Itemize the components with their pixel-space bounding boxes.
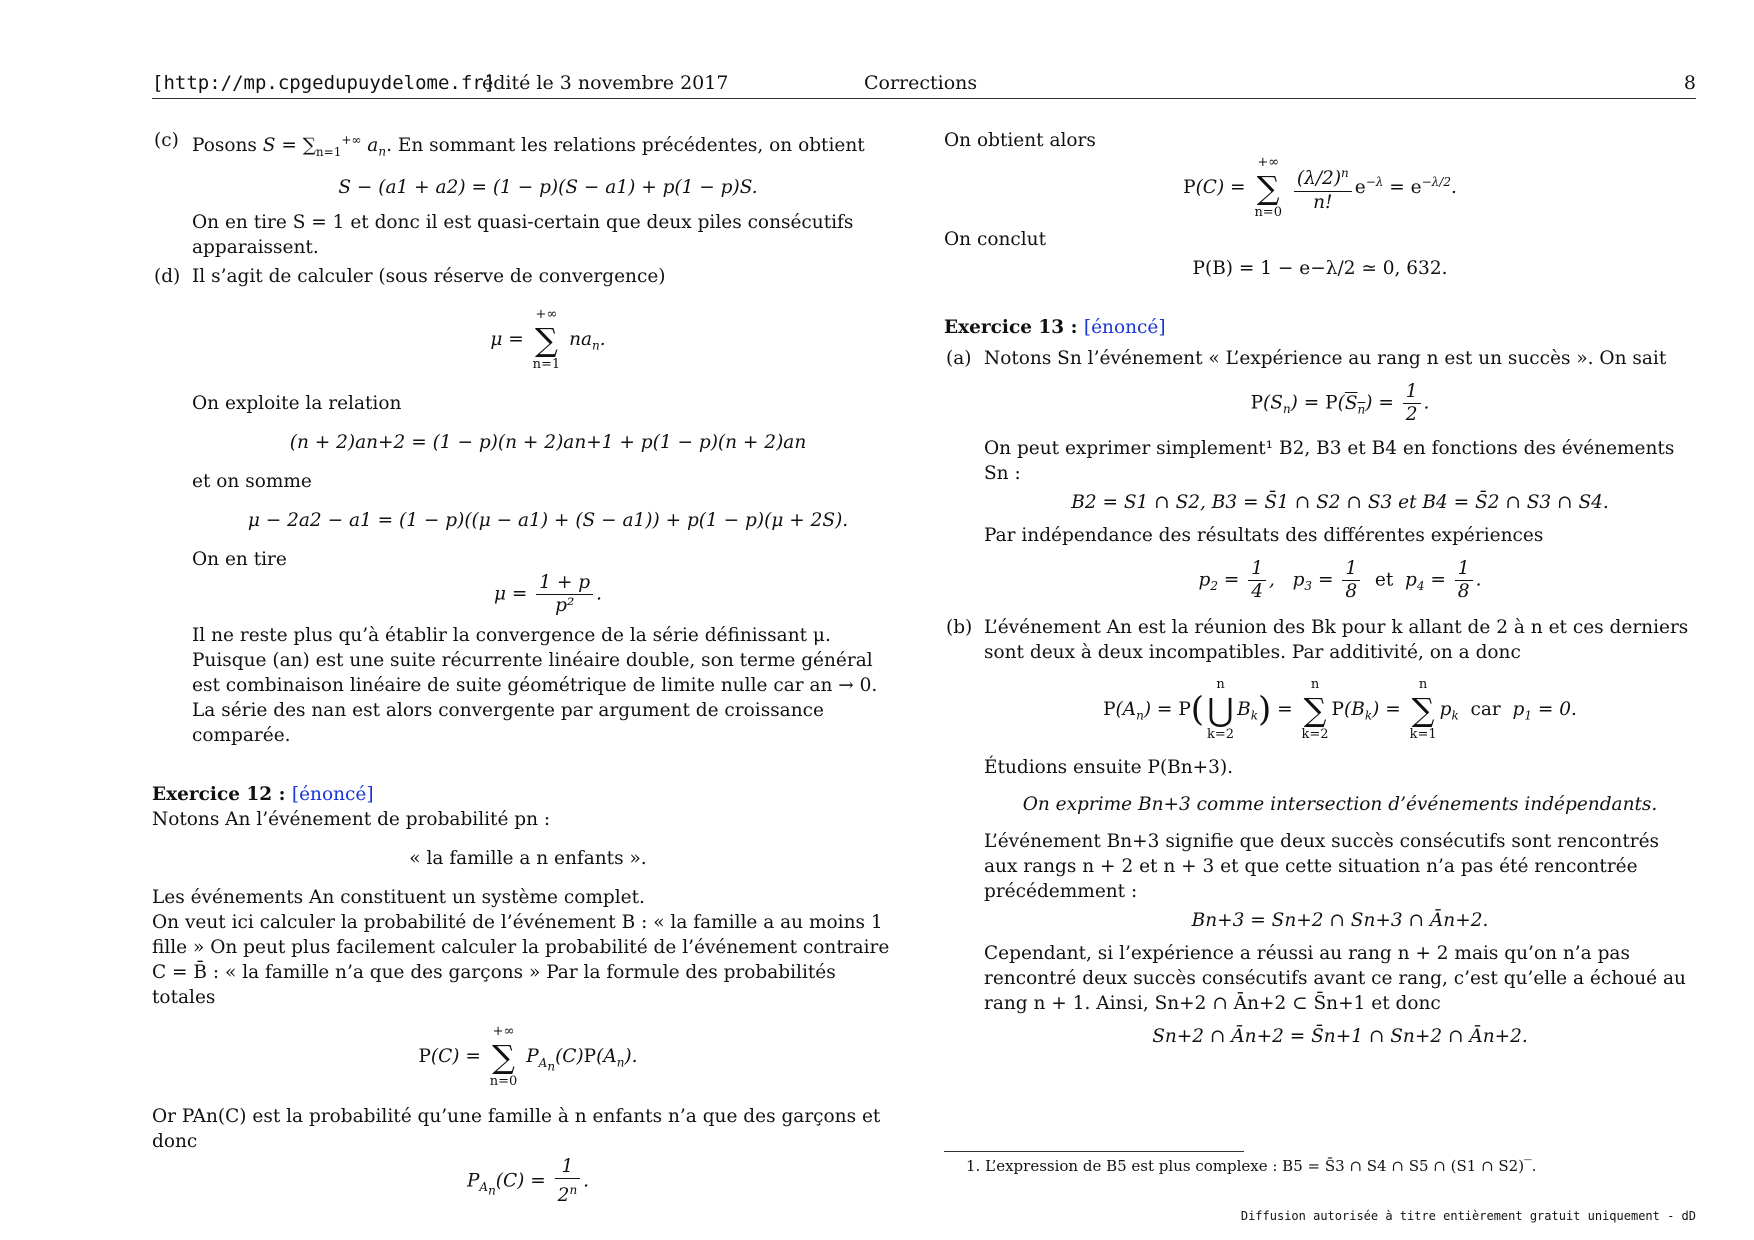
ex12-equation-1: « la famille a n enfants ».: [409, 847, 647, 869]
a-text-2: On peut exprimer simplement¹ B2, B3 et B4 en fonctions des événements Sn :: [984, 438, 1675, 484]
d-text-4: On en tire: [192, 548, 287, 570]
d-equation-2: (n + 2)an+2 = (1 − p)(n + 2)an+1 + p(1 − p)(n + 2)an: [289, 431, 807, 453]
exercise-12-link[interactable]: [énoncé]: [291, 783, 374, 805]
item-c-label: (c): [154, 130, 179, 151]
c-equation: S − (a1 + a2) = (1 − p)(S − a1) + p(1 − p)S.: [338, 176, 758, 198]
d-text-2: On exploite la relation: [192, 392, 402, 414]
d-text-3: et on somme: [192, 470, 312, 492]
b-equation-1: $P(A_n) = P$( n ⋃ k=2 $B_k$) = n ∑ k=2 $P(B_k)$ = n ∑ k=1 $p_k$ car $p_1 = 0$.: [1103, 677, 1577, 742]
header-section: Corrections: [864, 72, 978, 94]
footnote-rule: [944, 1151, 1244, 1152]
d-equation-3: μ − 2a2 − a1 = (1 − p)((μ − a1) + (S − a1)) + p(1 − p)(μ + 2S).: [247, 509, 849, 531]
ex12-text-2: Les événements An constituent un système complet.: [152, 886, 645, 908]
page-header: [152, 70, 1696, 99]
right-text-2: On conclut: [944, 229, 1047, 250]
b-text-2: Étudions ensuite P(Bn+3).: [984, 757, 1234, 778]
b-text-3: L’événement Bn+3 signifie que deux succès consécutifs sont rencontrés aux rangs n + 2 et n + 3 et que cette situation n’a pas été rencontrée précédemment :: [984, 831, 1660, 902]
ex12-equation-3: $P_{A_n}(C)$ = $\frac{1}{2^n}$ .: [466, 1155, 590, 1206]
a-equation-3: $p_2$ = $\frac{1}{4}$ , $p_3$ = $\frac{1}{8}$ et $p_4$ = $\frac{1}{8}$ .: [1198, 558, 1482, 602]
d-text-1: Il s’agit de calculer (sous réserve de convergence): [192, 265, 666, 287]
b-italic-statement: On exprime Bn+3 comme intersection d’événements indépendants.: [1022, 794, 1658, 815]
item-a: [944, 346, 1696, 603]
right-text-1: On obtient alors: [944, 130, 1096, 151]
page-footer: Diffusion autorisée à titre entièrement gratuit uniquement - dD: [1240, 1209, 1696, 1223]
footnote: 1. L’expression de B5 est plus complexe : B5 = S̄3 ∩ S4 ∩ S5 ∩ (S1 ∩ S2)‾.: [966, 1157, 1537, 1175]
item-d-label: (d): [154, 265, 181, 287]
a-equation-2: B2 = S1 ∩ S2, B3 = S̄1 ∩ S2 ∩ S3 et B4 = S̄2 ∩ S3 ∩ S4.: [1071, 492, 1609, 513]
b-text-4: Cependant, si l’expérience a réussi au rang n + 2 mais qu’on n’a pas rencontré deux succès consécutifs avant ce rang, c’est qu’elle a échoué au rang n + 1. Ainsi, Sn+2 ∩ Ān+2 ⊂ S̄n+1 et donc: [984, 943, 1686, 1014]
d-equation-4: μ = $\frac{1 + p}{\text{p²}}$ .: [493, 571, 603, 616]
b-text-1: L’événement An est la réunion des Bk pour k allant de 2 à n et ces derniers sont deux à deux incompatibles. Par additivité, on a donc: [984, 617, 1689, 663]
header-url[interactable]: [http://mp.cpgedupuydelome.fr]: [152, 72, 496, 94]
item-b-label: (b): [946, 617, 973, 638]
ex12-text-1: Notons An l’événement de probabilité pn :: [152, 808, 551, 830]
exercise-12-heading: Exercice 12 : [énoncé]: [152, 783, 374, 805]
exercise-13-heading: Exercice 13 : [énoncé]: [944, 317, 1166, 338]
item-c: (c) Posons $S = \sum_{n=1}^{+\infty}$ $a_n$. En sommant les relations précédentes, on obtient S − (a1 + a2) = (1 − p)(S − a1) + p(1 − p)S. On en tire S = 1 et donc il est quasi-certain que deux piles consécutifs apparaissent.: [152, 128, 904, 260]
b-equation-4: Sn+2 ∩ Ān+2 = S̄n+1 ∩ Sn+2 ∩ Ān+2.: [1152, 1026, 1528, 1047]
right-equation-2: P(B) = 1 − e−λ/2 ≃ 0, 632.: [1192, 258, 1448, 279]
a-equation-1: $P(S_n) = P(S_n)$ = $\frac{1}{2}$ .: [1250, 381, 1430, 425]
item-d: [152, 264, 904, 748]
exercise-13-link[interactable]: [énoncé]: [1083, 317, 1166, 338]
c-text-1b: . En sommant les relations précédentes, on obtient: [386, 135, 865, 157]
ex12-text-3: On veut ici calculer la probabilité de l’événement B : « la famille a au moins 1 fille » On peut plus facilement calculer la probabilité de l’événement contraire C = B̄ : « la famille n’a que des garçons » Par la formule des probabilités totales: [152, 911, 890, 1008]
a-text-1: Notons Sn l’événement « L’expérience au rang n est un succès ». On sait: [984, 348, 1667, 369]
item-b: [944, 615, 1696, 1049]
c-text-1a: Posons: [192, 135, 263, 157]
page-number: 8: [1683, 72, 1696, 94]
ex12-text-4: Or PAn(C) est la probabilité qu’une famille à n enfants n’a que des garçons et donc: [152, 1105, 881, 1152]
b-equation-3: Bn+3 = Sn+2 ∩ Sn+3 ∩ Ān+2.: [1191, 910, 1489, 931]
d-equation-1: μ = +∞ ∑ n=1 $na_n$.: [490, 306, 606, 372]
a-text-3: Par indépendance des résultats des différentes expériences: [984, 525, 1544, 546]
c-text-2: On en tire S = 1 et donc il est quasi-certain que deux piles consécutifs apparaissent.: [192, 211, 854, 258]
header-edited: édité le 3 novembre 2017: [482, 72, 729, 94]
right-column: [944, 128, 1696, 1057]
right-equation-1: P(C) = +∞ ∑ n=0 $\frac{(\lambda/2)^n}{n!}$ $e^{-\lambda} = e^{-\lambda/2}$.: [1183, 155, 1457, 220]
d-text-5: Il ne reste plus qu’à établir la convergence de la série définissant μ. Puisque (an) est une suite récurrente linéaire double, son terme général est combinaison linéaire de suite géométrique de limite nulle car an → 0. La série des nan est alors convergente par argument de croissance comparée.: [192, 624, 878, 746]
left-column: [152, 128, 904, 1209]
item-a-label: (a): [946, 348, 972, 369]
ex12-equation-2: P(C) = +∞ ∑ n=0 $P_{A_n}(C)P(A_n)$.: [418, 1023, 638, 1089]
